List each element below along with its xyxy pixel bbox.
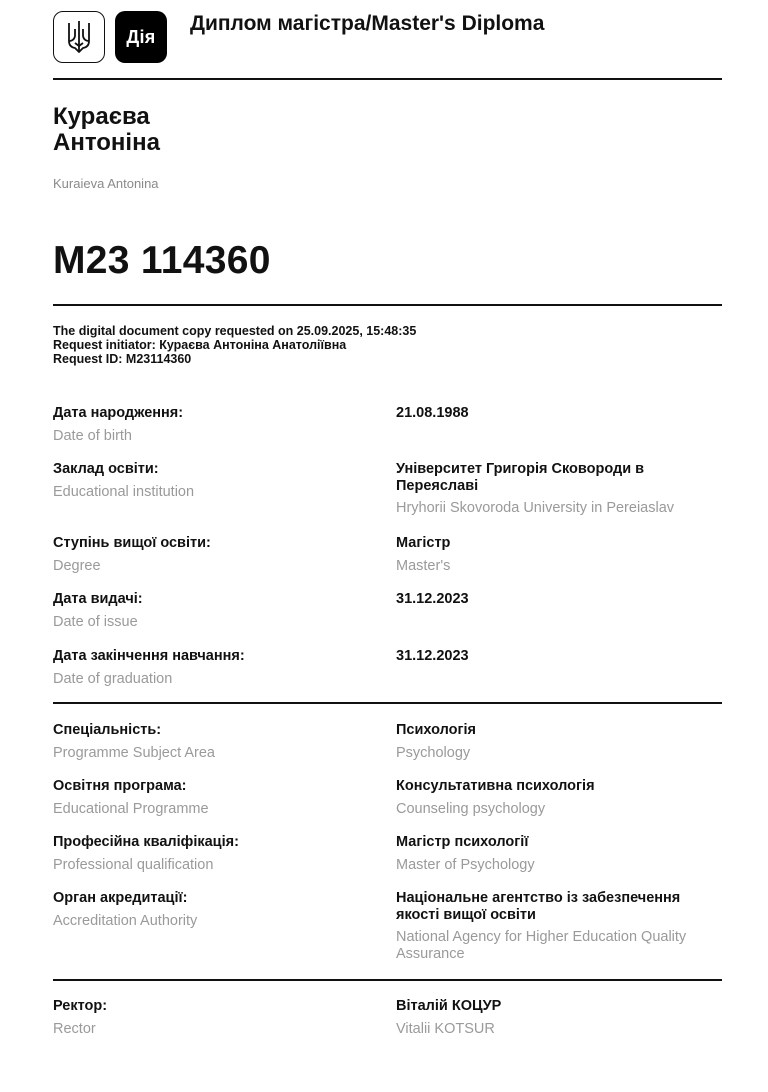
- field-label-en: Professional qualification: [53, 857, 214, 873]
- field-value-uk: Магістр психології: [396, 834, 529, 850]
- field-label-en: Degree: [53, 558, 101, 574]
- field-label-uk: Ступінь вищої освіти:: [53, 535, 211, 551]
- field-value-en: Counseling psychology: [396, 801, 546, 817]
- request-id: Request ID: M23114360: [53, 352, 192, 366]
- holder-given-name: Антоніна: [53, 129, 160, 156]
- field-value-uk: 21.08.1988: [396, 405, 469, 421]
- trident-icon: [53, 11, 105, 63]
- divider: [53, 78, 722, 80]
- field-label-en: Accreditation Authority: [53, 913, 198, 929]
- field-value-uk: 31.12.2023: [396, 591, 469, 607]
- field-value-uk: Університет Григорія Сковороди в Переяславі: [396, 461, 645, 494]
- field-value-en: National Agency for Higher Education Quality Assurance: [396, 929, 687, 962]
- request-date: The digital document copy requested on 25.09.2025, 15:48:35: [53, 324, 417, 338]
- field-label-uk: Ректор:: [53, 998, 108, 1014]
- request-initiator: Request initiator: Кураєва Антоніна Анатоліївна: [53, 338, 347, 352]
- field-label-en: Date of issue: [53, 614, 138, 630]
- field-label-uk: Дата видачі:: [53, 591, 143, 607]
- field-value-uk: Магістр: [396, 535, 451, 551]
- field-label-uk: Спеціальність:: [53, 722, 162, 738]
- document-header: [53, 11, 722, 63]
- field-label-en: Date of birth: [53, 428, 132, 444]
- field-value-en: Vitalii KOTSUR: [396, 1021, 495, 1037]
- field-value-uk: Національне агентство із забезпечення якості вищої освіти: [396, 890, 681, 923]
- field-value-uk: Психологія: [396, 722, 477, 738]
- field-label-en: Date of graduation: [53, 671, 173, 687]
- document-number: M23 114360: [53, 239, 271, 282]
- divider: [53, 304, 722, 306]
- field-label-uk: Професійна кваліфікація:: [53, 834, 239, 850]
- field-label-uk: Дата закінчення навчання:: [53, 648, 245, 664]
- field-label-uk: Освітня програма:: [53, 778, 187, 794]
- field-label-en: Educational institution: [53, 484, 195, 500]
- field-value-en: Psychology: [396, 745, 471, 761]
- holder-name-en: Kuraieva Antonina: [53, 176, 159, 191]
- document-title: Диплом магістра/Master's Diploma: [190, 12, 545, 35]
- field-value-en: Master of Psychology: [396, 857, 535, 873]
- field-label-en: Rector: [53, 1021, 96, 1037]
- diia-logo-text: Дія: [126, 26, 156, 47]
- field-value-en: Master's: [396, 558, 451, 574]
- field-label-en: Programme Subject Area: [53, 745, 215, 761]
- field-value-uk: Консультативна психологія: [396, 778, 595, 794]
- field-value-uk: 31.12.2023: [396, 648, 469, 664]
- holder-surname: Кураєва: [53, 103, 150, 130]
- holder-name-uk: [53, 104, 160, 156]
- field-value-en: Hryhorii Skovoroda University in Pereiaslav: [396, 500, 675, 516]
- divider: [53, 979, 722, 981]
- divider: [53, 702, 722, 704]
- field-label-uk: Дата народження:: [53, 405, 184, 421]
- field-label-en: Educational Programme: [53, 801, 209, 817]
- request-info: [53, 324, 416, 366]
- diia-logo: [115, 11, 167, 63]
- field-label-uk: Орган акредитації:: [53, 890, 188, 906]
- field-value-uk: Віталій КОЦУР: [396, 998, 502, 1014]
- field-label-uk: Заклад освіти:: [53, 461, 159, 477]
